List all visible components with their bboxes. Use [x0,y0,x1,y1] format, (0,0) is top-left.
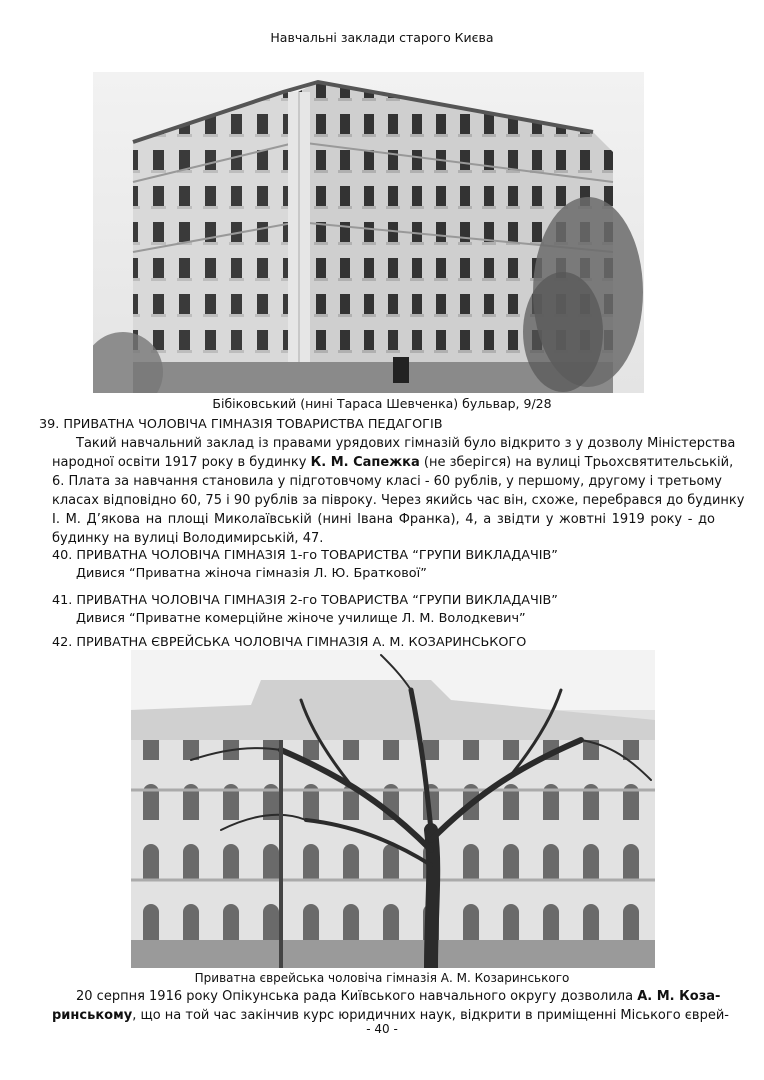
cross-reference: Дивися “Приватна жіноча гімназія Л. Ю. Браткової” [76,566,427,581]
building-photo-drawing [93,72,644,393]
page-number: - 40 - [366,1022,398,1036]
cross-reference: Дивися “Приватне комерційне жіноче училище Л. М. Володкевич” [76,611,526,626]
section-paragraph [52,434,745,548]
text-run: народної освіти 1917 року в будинку [52,455,311,470]
gymnasium-photo-drawing [131,650,655,968]
person-name: К. М. Сапежка [310,455,420,470]
building-photo [93,72,644,393]
text-run: (не зберігся) на вулиці Трьохсвятительській, [419,455,734,470]
section-heading: 42. ПРИВАТНА ЄВРЕЙСЬКА ЧОЛОВІЧА ГІМНАЗІЯ А. М. КОЗАРИНСЬКОГО [52,635,527,650]
person-name: ринському [52,1008,133,1023]
section-heading: 40. ПРИВАТНА ЧОЛОВІЧА ГІМНАЗІЯ 1-го ТОВАРИСТВА “ГРУПИ ВИКЛАДАЧІВ” [52,548,558,563]
paragraph-line [52,453,734,472]
gymnasium-photo [131,650,655,968]
closing-paragraph [52,987,729,1025]
paragraph-line [52,987,721,1006]
person-name: А. М. Коза- [637,989,721,1004]
paragraph-line: класах відповідно 60, 75 і 90 рублів за півроку. Через якийсь час він, схоже, перебрався до будинку [52,493,745,508]
paragraph-line: І. М. Д’якова на площі Миколаївській (нині Івана Франка), 4, а звідти у жовтні 1919 року - до [52,512,715,527]
paragraph-line: будинку на вулиці Володимирській, 47. [52,531,324,546]
figure-caption: Бібіковський (нині Тараса Шевченка) бульвар, 9/28 [212,396,552,411]
paragraph-line: 6. Плата за навчання становила у підготовчому класі - 60 рублів, у першому, другому і третьому [52,474,722,489]
paragraph-line: Такий навчальний заклад із правами урядових гімназій було відкрито з у дозволу Міністерства [76,436,736,451]
section-heading: 41. ПРИВАТНА ЧОЛОВІЧА ГІМНАЗІЯ 2-го ТОВАРИСТВА “ГРУПИ ВИКЛАДАЧІВ” [52,593,558,608]
text-run: , що на той час закінчив курс юридичних наук, відкрити в приміщенні Міського єврей- [132,1008,729,1023]
section-heading: 39. ПРИВАТНА ЧОЛОВІЧА ГІМНАЗІЯ ТОВАРИСТВА ПЕДАГОГІВ [39,417,443,432]
figure-caption: Приватна єврейська чоловіча гімназія А. М. Козаринського [194,971,570,985]
running-header: Навчальні заклади старого Києва [270,30,494,45]
text-run: 20 серпня 1916 року Опікунська рада Київського навчального округу дозволила [76,989,638,1004]
